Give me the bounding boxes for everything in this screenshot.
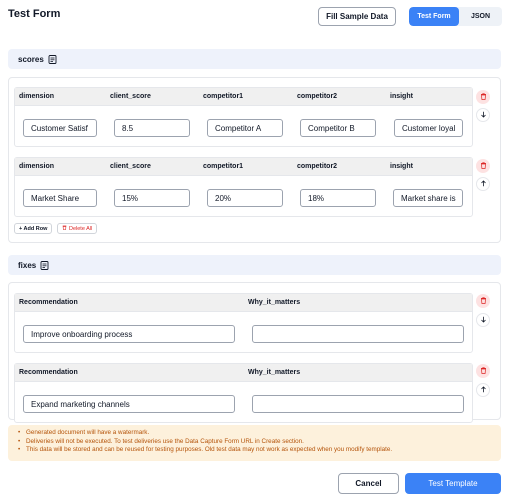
section-header-scores (8, 49, 501, 69)
notice-item: • Generated document will have a watermark. (16, 429, 493, 438)
section-title-scores: scores (18, 54, 44, 64)
competitor1-input[interactable]: 20% (207, 189, 283, 207)
dimension-input[interactable]: Market Share (23, 189, 97, 207)
header (0, 0, 507, 36)
move-up-button[interactable] (476, 177, 490, 191)
column-header: competitor2 (297, 163, 338, 170)
table-row (14, 87, 473, 147)
notice-item: • This data will be stored and can be reused for testing purposes. Old test data may not work as expected when you modify template. (16, 446, 493, 455)
competitor2-input[interactable]: 18% (300, 189, 376, 207)
table-row (14, 157, 473, 217)
column-header-row (15, 364, 472, 382)
column-header: competitor1 (203, 93, 244, 100)
dimension-input[interactable]: Customer Satisf (23, 119, 97, 137)
insight-input[interactable]: Market share is (393, 189, 463, 207)
trash-icon (480, 297, 487, 306)
test-template-button[interactable]: Test Template (405, 473, 501, 494)
client-score-input[interactable]: 8.5 (114, 119, 190, 137)
column-header: client_score (110, 93, 151, 100)
cancel-button[interactable]: Cancel (338, 473, 399, 494)
recommendation-input[interactable]: Expand marketing channels (23, 395, 235, 413)
column-header: Recommendation (19, 299, 78, 306)
column-header: competitor2 (297, 93, 338, 100)
column-header: dimension (19, 93, 55, 100)
recommendation-input[interactable]: Improve onboarding process (23, 325, 235, 343)
trash-icon (62, 225, 67, 232)
column-header: competitor1 (203, 163, 244, 170)
delete-all-button[interactable] (57, 223, 97, 234)
move-down-button[interactable] (476, 108, 490, 122)
add-row-button[interactable]: + Add Row (14, 223, 52, 234)
delete-row-button[interactable] (476, 90, 490, 104)
move-down-button[interactable] (476, 313, 490, 327)
delete-row-button[interactable] (476, 294, 490, 308)
arrow-up-icon (480, 386, 487, 395)
arrow-down-icon (480, 111, 487, 120)
notice-item: • Deliveries will not be executed. To test deliveries use the Data Capture Form URL in Create section. (16, 438, 493, 447)
document-icon (48, 55, 57, 64)
column-header-row (15, 294, 472, 312)
document-icon (40, 261, 49, 270)
competitor1-input[interactable]: Competitor A (207, 119, 283, 137)
why-it-matters-input[interactable] (252, 325, 464, 343)
why-it-matters-input[interactable] (252, 395, 464, 413)
column-header-row (15, 158, 472, 176)
competitor2-input[interactable]: Competitor B (300, 119, 376, 137)
test-notice (8, 425, 501, 461)
client-score-input[interactable]: 15% (114, 189, 190, 207)
column-header-row (15, 88, 472, 106)
table-row (14, 363, 473, 423)
fill-sample-data-button[interactable]: Fill Sample Data (318, 7, 396, 26)
section-title-fixes: fixes (18, 260, 37, 270)
column-header: client_score (110, 163, 151, 170)
tab-test-form[interactable]: Test Form (409, 7, 459, 26)
column-header: Recommendation (19, 369, 78, 376)
trash-icon (480, 93, 487, 102)
column-header: insight (390, 93, 413, 100)
arrow-up-icon (480, 180, 487, 189)
move-up-button[interactable] (476, 383, 490, 397)
delete-row-button[interactable] (476, 159, 490, 173)
column-header: insight (390, 163, 413, 170)
delete-row-button[interactable] (476, 364, 490, 378)
delete-all-label: Delete All (69, 225, 93, 232)
column-header: Why_it_matters (248, 299, 301, 306)
page-title: Test Form (8, 8, 61, 20)
view-toggle (409, 7, 502, 26)
column-header: dimension (19, 163, 55, 170)
section-header-fixes (8, 255, 501, 275)
arrow-down-icon (480, 316, 487, 325)
column-header: Why_it_matters (248, 369, 301, 376)
insight-input[interactable]: Customer loyal (394, 119, 463, 137)
trash-icon (480, 367, 487, 376)
table-row (14, 293, 473, 353)
tab-json[interactable]: JSON (470, 13, 491, 20)
trash-icon (480, 162, 487, 171)
